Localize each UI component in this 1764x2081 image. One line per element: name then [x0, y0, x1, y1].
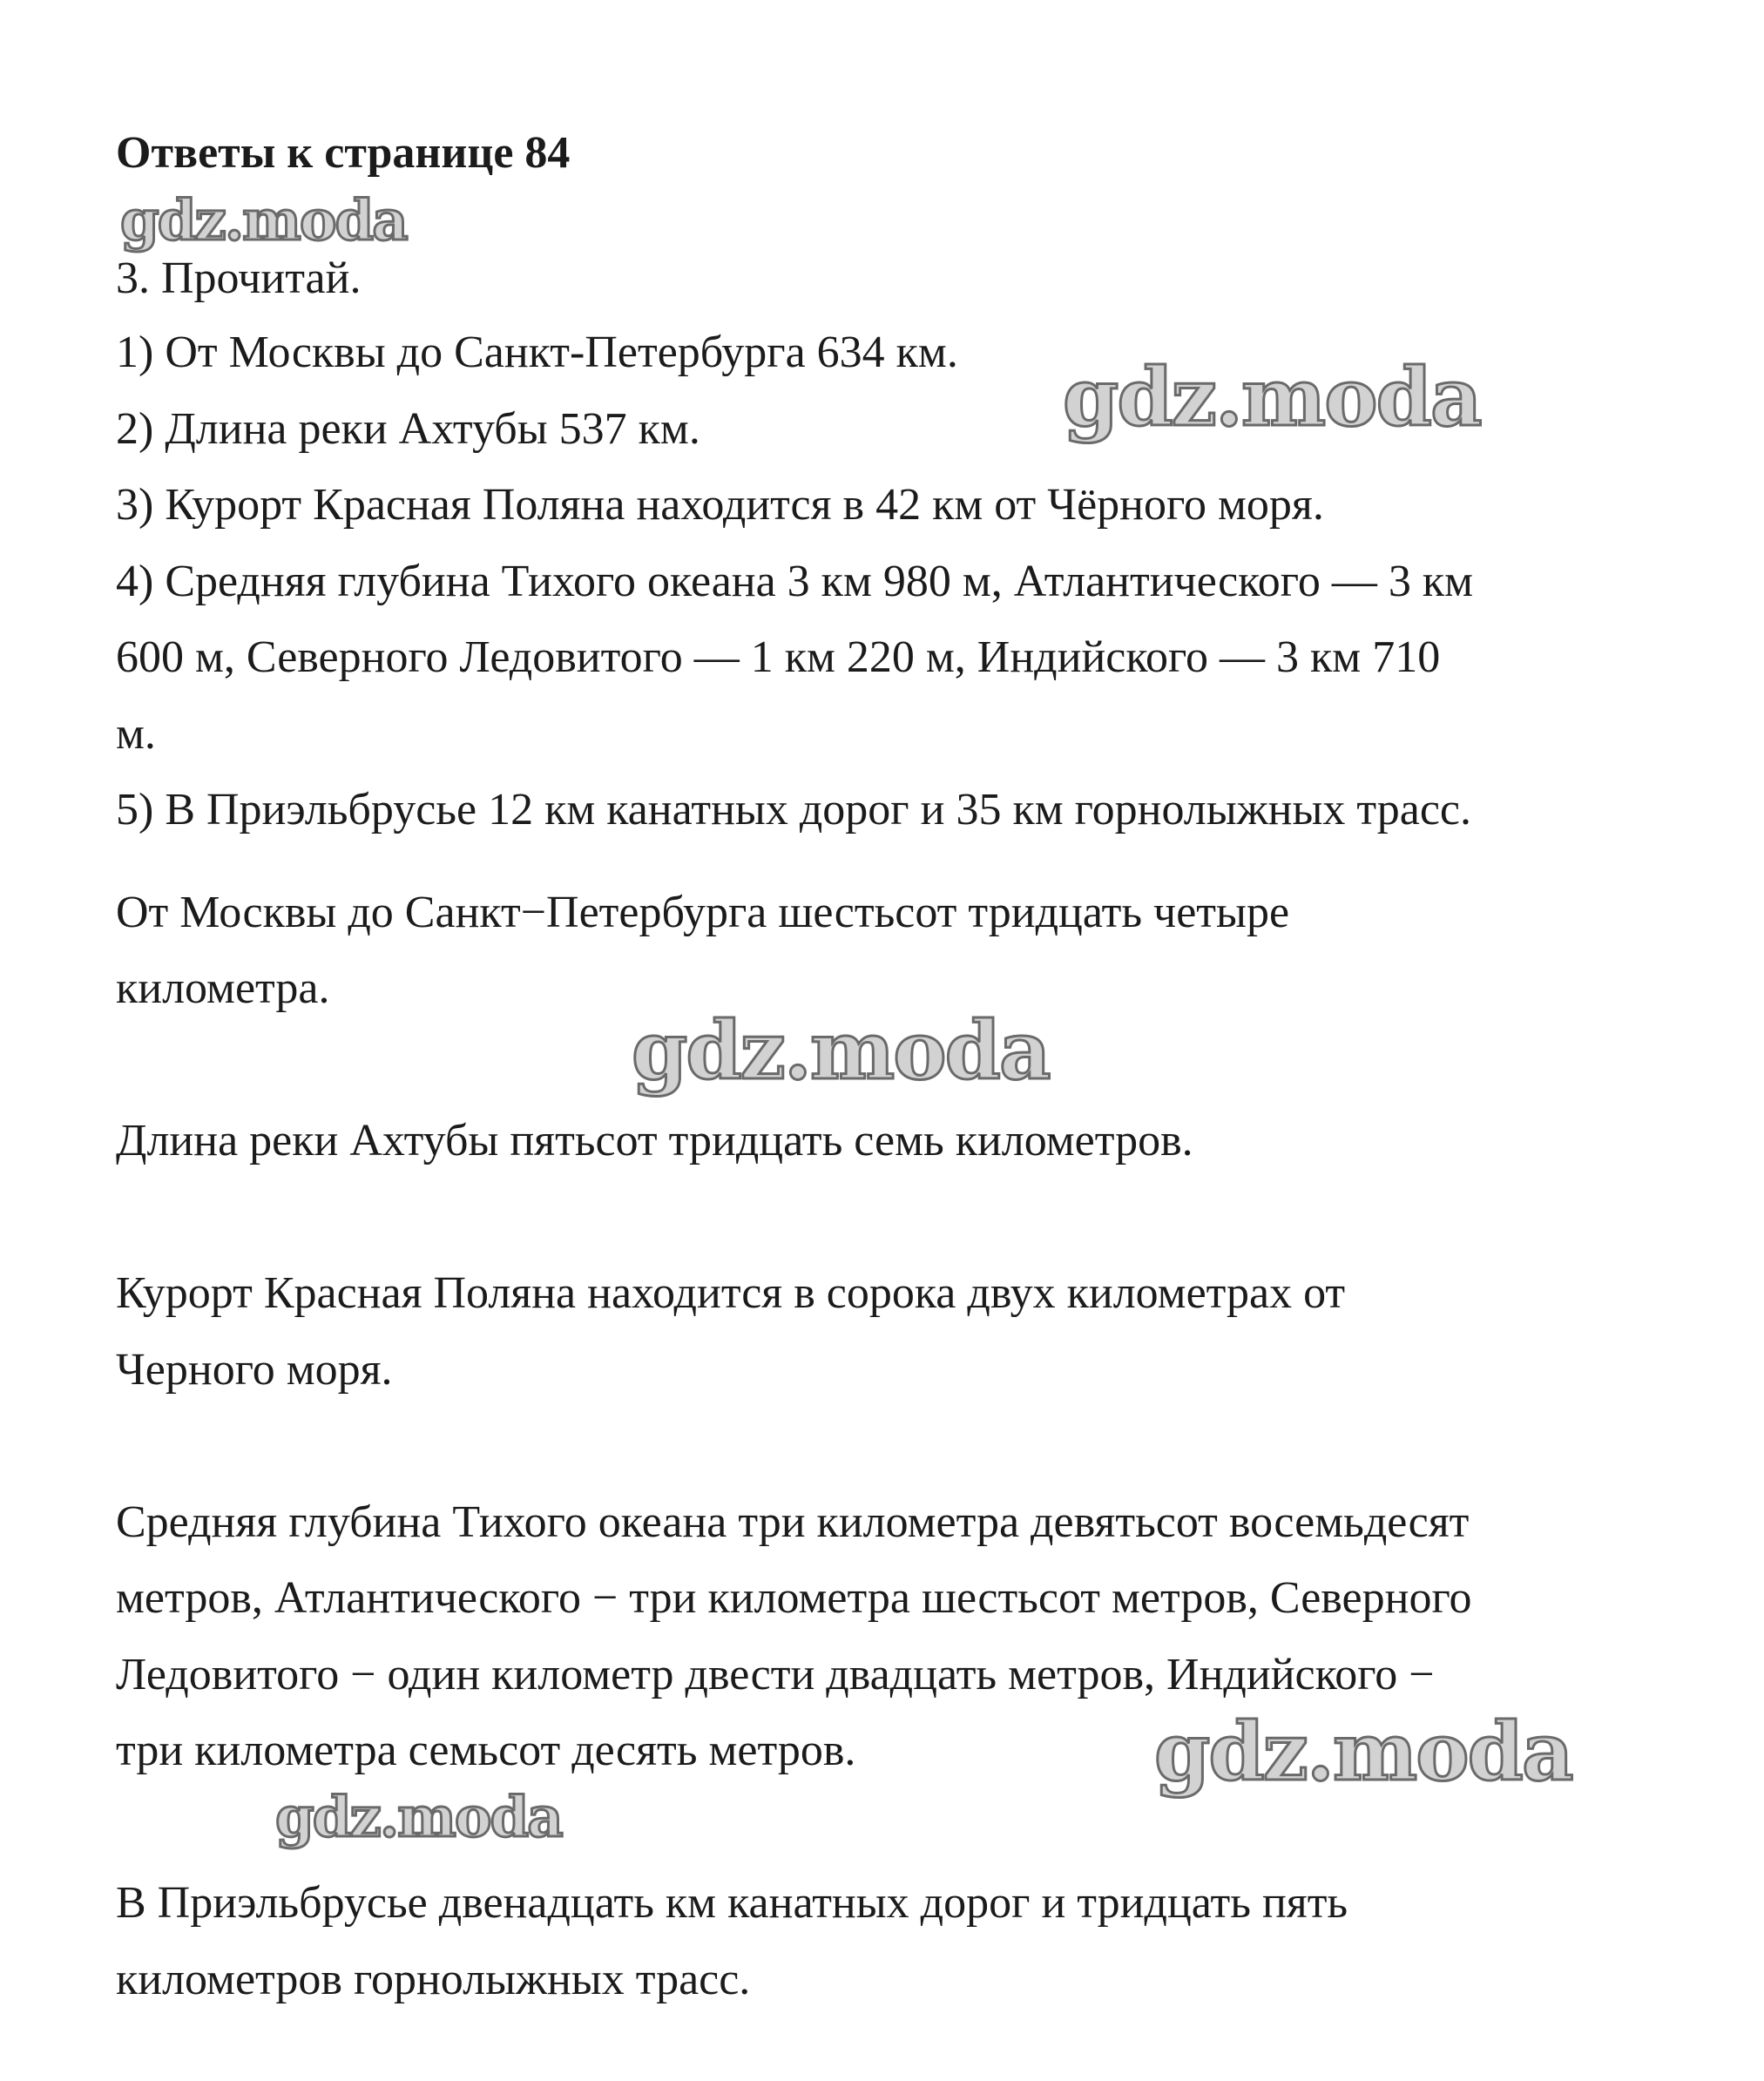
answer-1-line-1: От Москвы до Санкт−Петербурга шестьсот тридцать четыре [116, 888, 1290, 937]
answer-4-line-3: Ледовитого − один километр двести двадцать метров, Индийского − [116, 1650, 1435, 1699]
answer-4-line-4: три километра семьсот десять метров. [116, 1726, 856, 1775]
answer-1-line-2: километра. [116, 963, 330, 1013]
answer-2: Длина реки Ахтубы пятьсот тридцать семь километров. [116, 1116, 1193, 1165]
task-item-1: 1) От Москвы до Санкт-Петербурга 634 км. [116, 328, 958, 377]
task-item-2: 2) Длина реки Ахтубы 537 км. [116, 404, 700, 454]
watermark-logo: gdz.moda [1154, 1705, 1572, 1799]
task-item-5: 5) В Приэльбрусье 12 км канатных дорог и 35 км горнолыжных трасс. [116, 785, 1471, 834]
answer-4-line-2: метров, Атлантического − три километра шестьсот метров, Северного [116, 1573, 1472, 1623]
watermark-logo: gdz.moda [275, 1785, 562, 1850]
task-item-4-line-3: м. [116, 709, 156, 759]
task-heading: 3. Прочитай. [116, 253, 362, 303]
answer-3-line-1: Курорт Красная Поляна находится в сорока двух километрах от [116, 1268, 1346, 1318]
answer-4-line-1: Средняя глубина Тихого океана три километра девятьсот восемьдесят [116, 1497, 1470, 1547]
task-item-4-line-1: 4) Средняя глубина Тихого океана 3 км 980 м, Атлантического — 3 км [116, 557, 1473, 606]
watermark-logo: gdz.moda [120, 188, 407, 253]
page-title: Ответы к странице 84 [116, 128, 571, 178]
watermark-logo: gdz.moda [1063, 350, 1481, 444]
answer-5-line-2: километров горнолыжных трасс. [116, 1955, 751, 2004]
answer-5-line-1: В Приэльбрусье двенадцать км канатных дорог и тридцать пять [116, 1878, 1348, 1928]
task-item-3: 3) Курорт Красная Поляна находится в 42 км от Чёрного моря. [116, 480, 1324, 530]
answer-3-line-2: Черного моря. [116, 1345, 393, 1395]
watermark-logo: gdz.moda [632, 1003, 1050, 1098]
task-item-4-line-2: 600 м, Северного Ледовитого — 1 км 220 м, Индийского — 3 км 710 [116, 632, 1441, 682]
